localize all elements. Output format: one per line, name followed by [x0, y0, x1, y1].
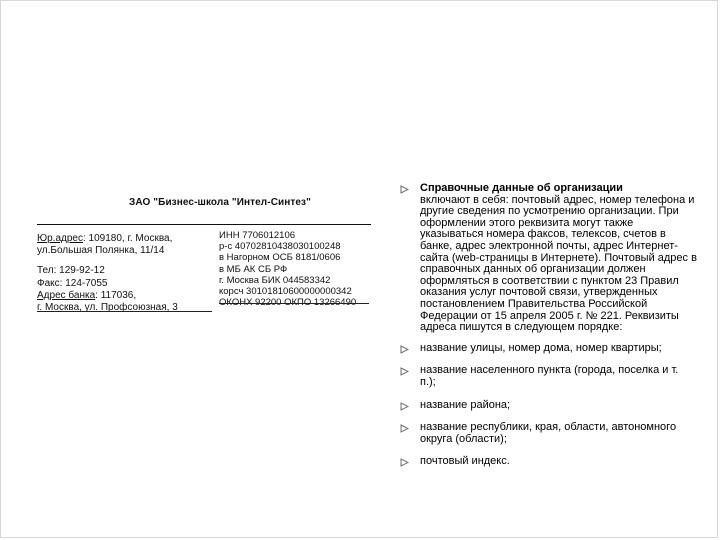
list-item: [397, 183, 697, 334]
bullet-icon: [400, 345, 409, 354]
requisites-divider: [37, 224, 371, 225]
requisites-left-underline: [37, 311, 212, 312]
legal-address-line: [37, 233, 212, 245]
list-item-text: почтовый индекс.: [420, 455, 510, 468]
requisite-line: ИНН 7706012106: [219, 230, 296, 241]
org-name: ЗАО "Бизнес-школа "Интел-Синтез": [129, 197, 311, 208]
bank-address-line: [37, 290, 212, 302]
bank-address-label: Адрес банка: [37, 289, 96, 301]
bullet-icon: [400, 402, 409, 411]
bank-address-line1: : 117036,: [95, 289, 137, 301]
list-item-text: название улицы, номер дома, номер квартиры;: [420, 341, 662, 354]
requisite-line: в МБ АК СБ РФ: [219, 263, 288, 275]
bullet-icon: [400, 424, 409, 433]
bullet-icon: [400, 185, 409, 194]
requisite-line: р-с 40702810438030100248: [219, 241, 341, 253]
requisite-line: корсч 30101810600000000342: [219, 286, 352, 298]
list-item: [397, 456, 697, 468]
fax-line: Факс: 124-7055: [37, 277, 108, 289]
requisites-image: [31, 193, 371, 317]
content-list: [397, 183, 697, 479]
requisites-left-column: [37, 233, 212, 314]
content-intro: включают в себя: почтовый адрес, номер телефона и другие сведения по усмотрению организации. При оформлении этого реквизита могут также указываться номера факсов, телексов, счетов в банке, адрес электронной почты, адрес Интернет-сайта (web-страницы в Интернете). Почтовый адрес в справочных данных об организации должен оформляться в соответствии с пунктом 23 Правил оказания услуг почтовой связи, утвержденных постановлением Правительства Российской Федерации от 15 апреля 2005 г. № 221. Реквизиты адреса пишутся в следующем порядке:: [420, 193, 697, 334]
list-item: [397, 400, 697, 412]
legal-address-line2: ул.Большая Полянка, 11/14: [37, 245, 165, 257]
requisite-line: г. Москва БИК 044583342: [219, 274, 331, 286]
legal-address-line1: : 109180, г. Москва,: [82, 233, 173, 244]
list-item-text: название района;: [420, 398, 511, 411]
requisites-right-underline: [219, 303, 369, 304]
list-item: [397, 422, 697, 445]
bullet-icon: [400, 367, 409, 376]
bank-address-line2: г. Москва, ул. Профсоюзная, 3: [37, 302, 178, 314]
list-item: [397, 343, 697, 355]
content-title: Справочные данные об организации: [420, 182, 623, 194]
legal-address-label: Юр.адрес: [37, 233, 83, 244]
list-item: [397, 365, 697, 388]
phone-line: Тел: 129-92-12: [37, 265, 105, 277]
requisite-line: в Нагорном ОСБ 8181/0606: [219, 252, 341, 264]
requisites-right-column: [219, 230, 369, 308]
list-item-text: название республики, края, области, автономного округа (области);: [420, 421, 677, 445]
list-item-text: название населенного пункта (города, поселка и т. п.);: [420, 364, 679, 388]
bullet-icon: [400, 458, 409, 467]
requisite-line: ОКОНХ 92200 ОКПО 13266490: [219, 297, 357, 309]
